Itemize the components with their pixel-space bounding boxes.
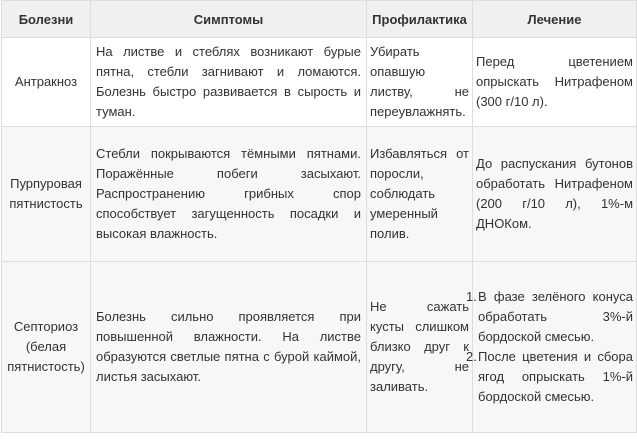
- table-row: [2, 38, 637, 127]
- disease-name-cell: Пурпуровая пятнистость: [2, 127, 91, 262]
- disease-name-cell: Антракноз: [2, 38, 91, 127]
- symptoms-cell: На листве и стеблях возникают бурые пятна, стебли загнивают и ломаются. Болезнь быстро развивается в сырость и туман.: [91, 38, 367, 127]
- prevention-cell: Избавляться от поросли, соблюдать умеренный полив.: [367, 127, 473, 262]
- prevention-cell: Не сажать кусты слишком близко друг к другу, не заливать.: [367, 262, 473, 433]
- header-prevention: Профилактика: [367, 1, 473, 38]
- header-diseases: Болезни: [2, 1, 91, 38]
- step-text: После цветения и сбора ягод опрыскать 1%-й бордоской смесью.: [478, 349, 633, 404]
- table-header-row: [2, 1, 637, 38]
- step-text: В фазе зелёного конуса обработать 3%-й бордоской смесью.: [478, 289, 633, 344]
- step-number: 2.: [466, 349, 477, 364]
- symptoms-cell: Стебли покрываются тёмными пятнами. Поражённые побеги засыхают. Распространению грибных спор способствует загущенность посадки и высокая влажность.: [91, 127, 367, 262]
- disease-name-cell: Септориоз (белая пятнистость): [2, 262, 91, 433]
- step-number: 1.: [466, 289, 477, 304]
- treatment-cell: [466, 262, 637, 433]
- table-row: [2, 127, 637, 262]
- treatment-cell: Перед цветением опрыскать Нитрафеном (300 г/10 л).: [473, 38, 637, 127]
- table-row: [2, 262, 637, 433]
- symptoms-cell: Болезнь сильно проявляется при повышенной влажности. На листве образуются светлые пятна с бурой каймой, листья засыхают.: [91, 262, 367, 433]
- treatment-steps-list: [466, 287, 633, 407]
- treatment-step: [466, 287, 633, 347]
- treatment-step: [466, 347, 633, 407]
- disease-table: [1, 0, 637, 433]
- header-symptoms: Симптомы: [91, 1, 367, 38]
- treatment-cell: До распускания бутонов обработать Нитрафеном (200 г/10 л), 1%-м ДНОКом.: [473, 127, 637, 262]
- prevention-cell: Убирать опавшую листву, не переувлажнять.: [367, 38, 473, 127]
- header-treatment: Лечение: [473, 1, 637, 38]
